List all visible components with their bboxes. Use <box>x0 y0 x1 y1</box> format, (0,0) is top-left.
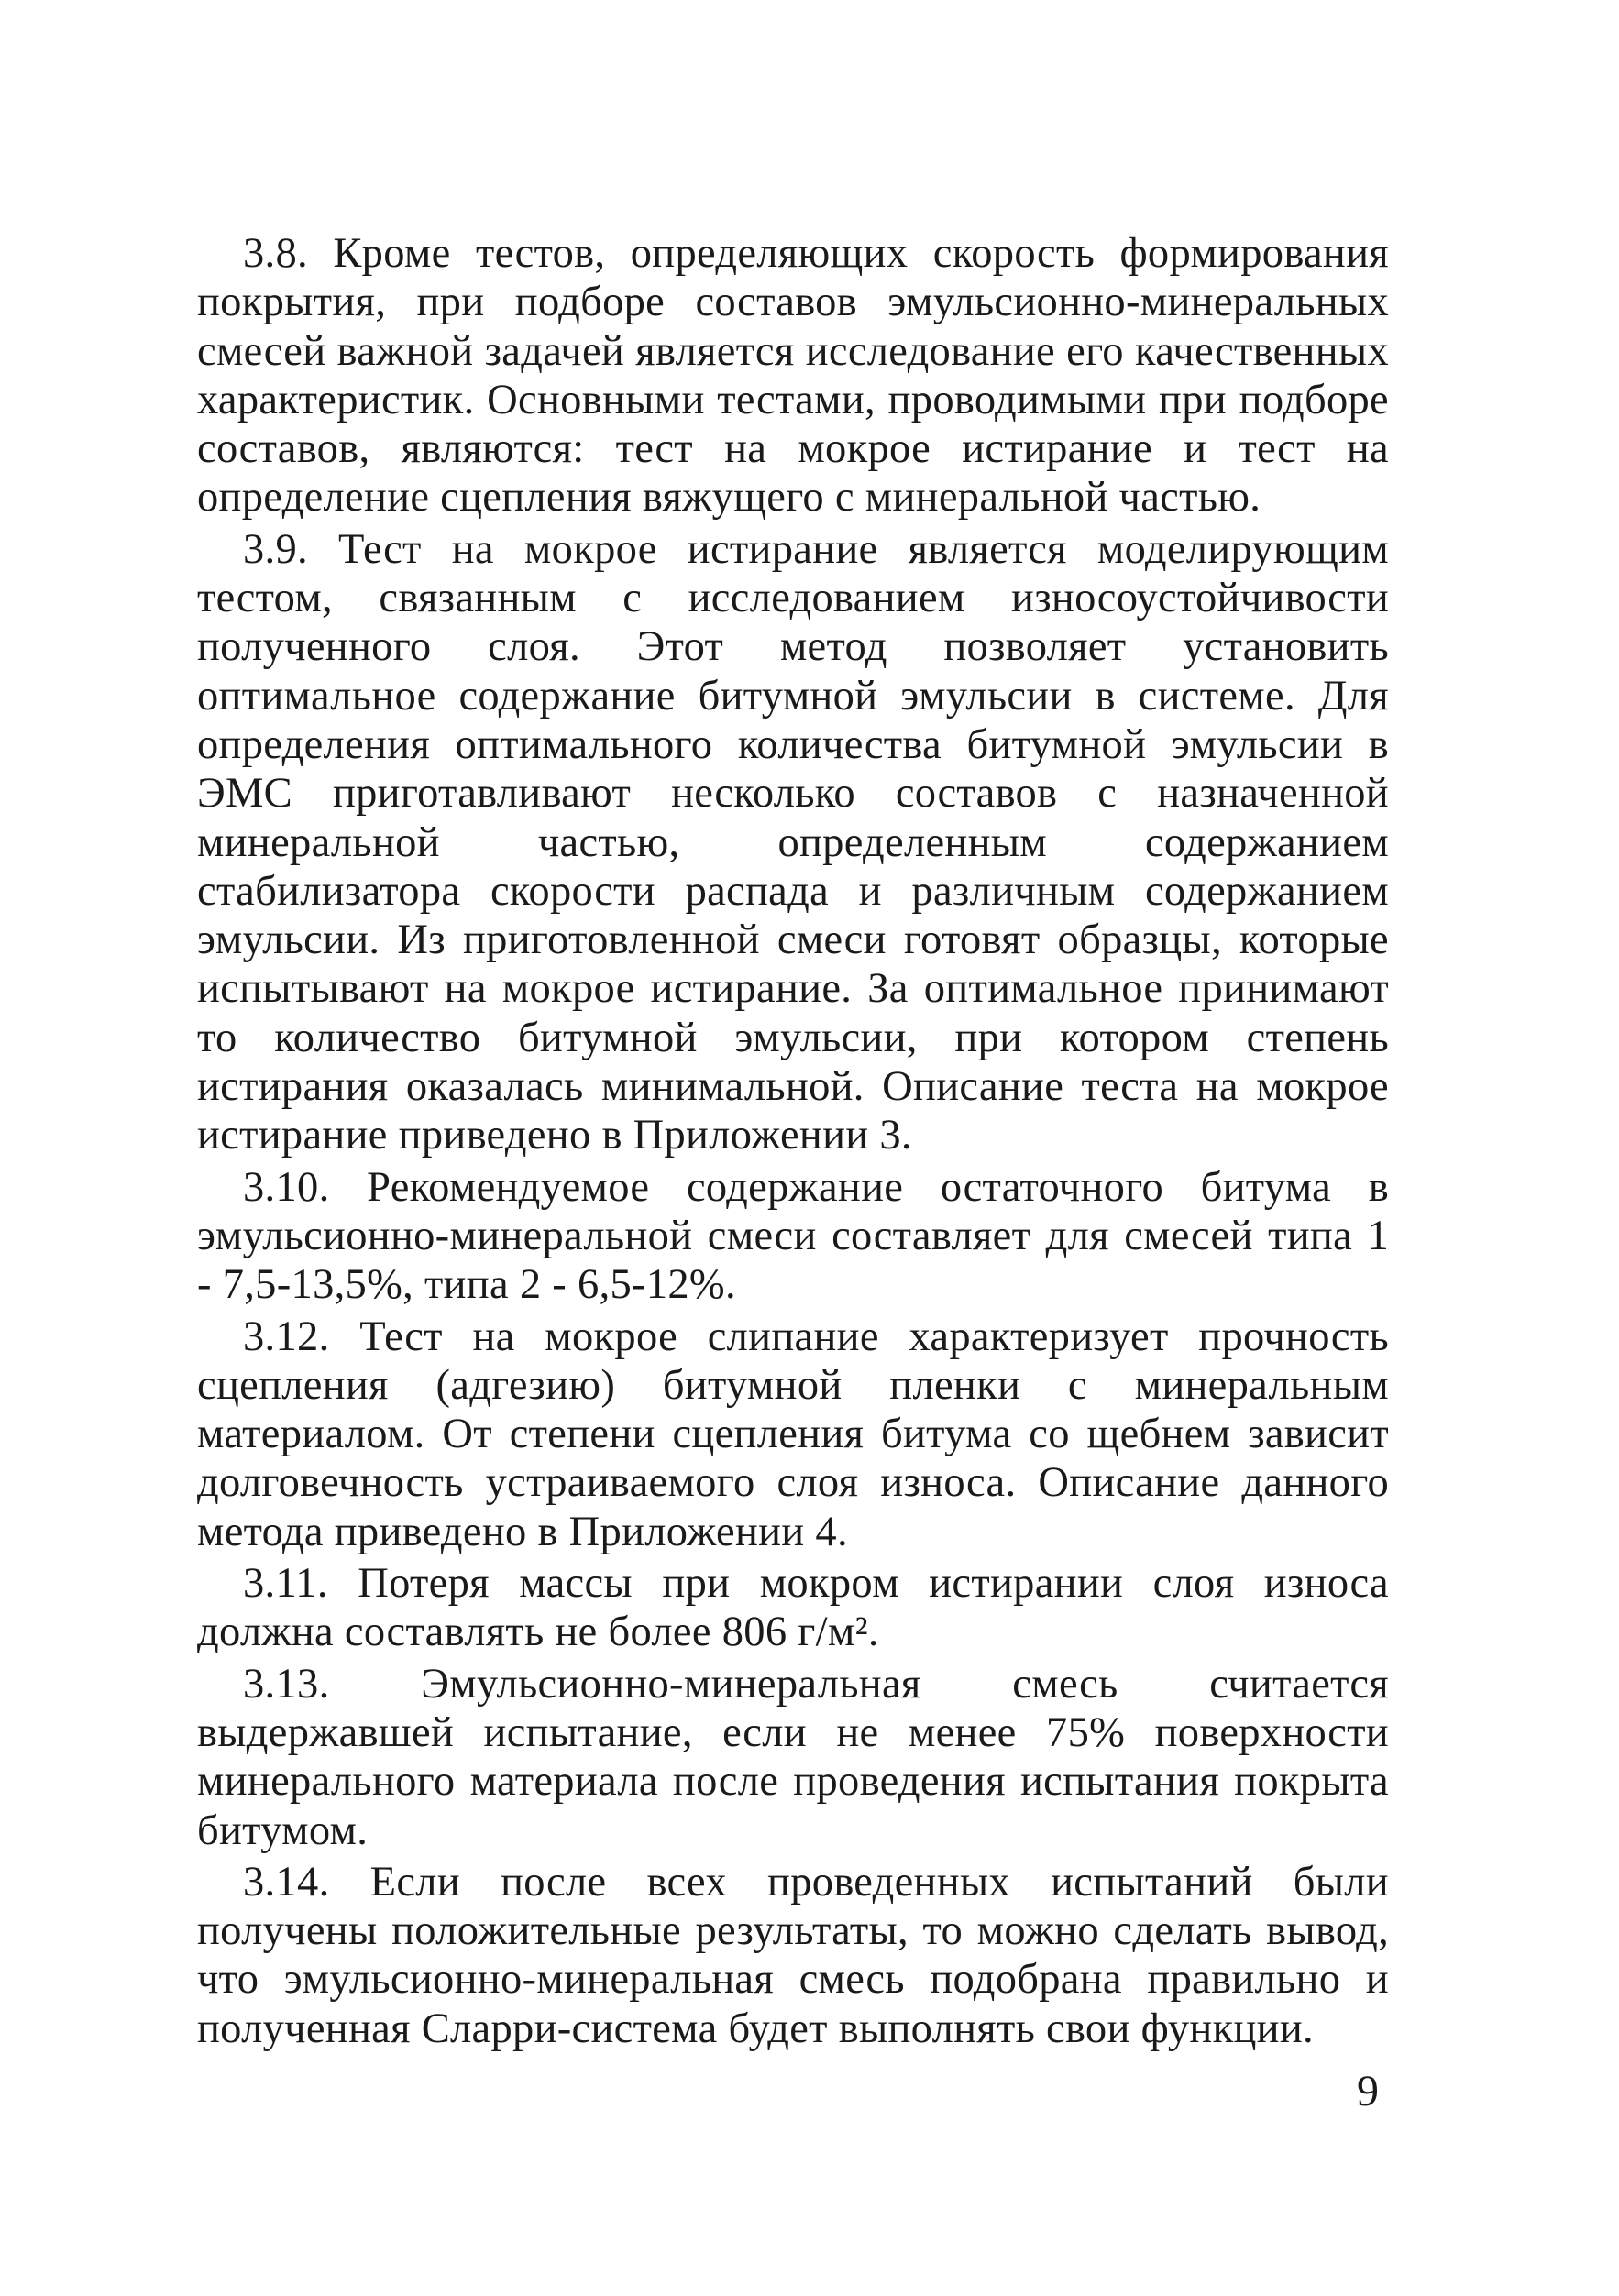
paragraph-3-14 <box>197 1858 1389 2053</box>
paragraph-number: 3.11. <box>243 1560 328 1608</box>
paragraph-text: Тест на мокрое истирание является моделирующим тестом, связанным с исследованием износоустойчивости полученного слоя. Этот метод позволяет установить оптимальное содержание битумной эмульсии в системе. Для определения оптимального количества битумной эмульсии в ЭМС приготавливают несколько составов с назначенной минеральной частью, определенным содержанием стабилизатора скорости распада и различным содержанием эмульсии. Из приготовленной смеси готовят образцы, которые испытывают на мокрое истирание. За оптимальное принимают то количество битумной эмульсии, при котором степень истирания оказалась минимальной. Описание теста на мокрое истирание приведено в Приложении 3. <box>197 525 1389 1159</box>
paragraph-3-9 <box>197 525 1389 1160</box>
paragraph-number: 3.14. <box>243 1858 330 1906</box>
paragraph-3-13 <box>197 1660 1389 1855</box>
paragraph-3-10 <box>197 1163 1389 1310</box>
paragraph-3-12 <box>197 1313 1389 1556</box>
paragraph-text: Если после всех проведенных испытаний были получены положительные результаты, то можно сделать вывод, что эмульсионно-минеральная смесь подобрана правильно и полученная Сларри-система будет выполнять свои функции. <box>197 1858 1389 2052</box>
paragraph-number: 3.13. <box>243 1660 330 1708</box>
paragraph-number: 3.12. <box>243 1313 330 1360</box>
paragraph-3-8 <box>197 229 1389 522</box>
page-number: 9 <box>1357 2067 1379 2115</box>
paragraph-text: Эмульсионно-минеральная смесь считается выдержавшей испытание, если не менее 75% поверхности минерального материала после проведения испытания покрыта битумом. <box>197 1660 1389 1854</box>
paragraph-3-11 <box>197 1559 1389 1657</box>
paragraph-number: 3.10. <box>243 1163 330 1211</box>
document-body <box>197 229 1389 2053</box>
paragraph-number: 3.9. <box>243 525 308 573</box>
paragraph-text: Кроме тестов, определяющих скорость формирования покрытия, при подборе составов эмульсионно-минеральных смесей важной задачей является исследование его качественных характеристик. Основными тестами, проводимыми при подборе составов, являются: тест на мокрое истирание и тест на определение сцепления вяжущего с минеральной частью. <box>197 230 1389 522</box>
paragraph-text: Тест на мокрое слипание характеризует прочность сцепления (адгезию) битумной пленки с минеральным материалом. От степени сцепления битума со щебнем зависит долговечность устраиваемого слоя износа. Описание данного метода приведено в Приложении 4. <box>197 1313 1389 1555</box>
paragraph-text: Потеря массы при мокром истирании слоя износа должна составлять не более 806 г/м². <box>197 1560 1389 1656</box>
paragraph-text: Рекомендуемое содержание остаточного битума в эмульсионно-минеральной смеси составляет для смесей типа 1 - 7,5-13,5%, типа 2 - 6,5-12%. <box>197 1163 1389 1309</box>
paragraph-number: 3.8. <box>243 230 308 277</box>
